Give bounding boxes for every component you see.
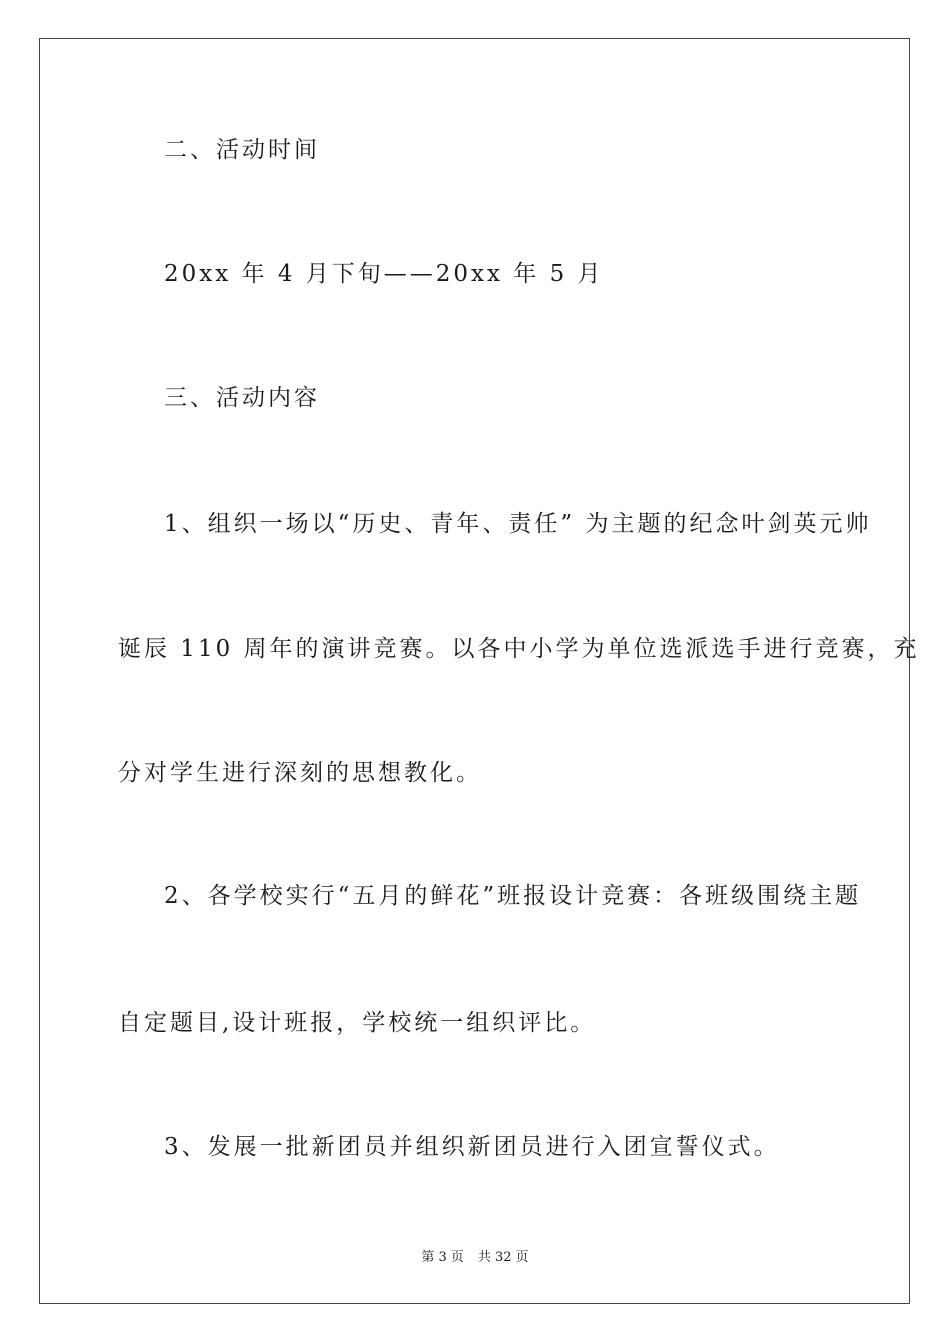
item-1-line-1: 1、组织一场以“历史、青年、责任” 为主题的纪念叶剑英元帅 (164, 511, 872, 537)
time-range-text: 20xx 年 4 月下旬——20xx 年 5 月 (164, 261, 604, 287)
item-2-line-1: 2、各学校实行“五月的鲜花”班报设计竞赛：各班级围绕主题 (164, 883, 862, 909)
item-3-line-1: 3、发展一批新团员并组织新团员进行入团宣誓仪式。 (164, 1134, 780, 1160)
section-heading-time: 二、活动时间 (164, 137, 320, 163)
item-1-line-3: 分对学生进行深刻的思想教化。 (118, 760, 482, 786)
page-footer (0, 1246, 950, 1265)
item-2-line-2: 自定题目,设计班报，学校统一组织评比。 (118, 1010, 597, 1036)
current-page-number: 第 3 页 (421, 1250, 464, 1265)
item-1-line-2: 诞辰 110 周年的演讲竞赛。以各中小学为单位选派选手进行竞赛，充 (118, 636, 920, 662)
section-heading-content: 三、活动内容 (164, 385, 320, 411)
page-frame (39, 38, 910, 1304)
total-pages: 共 32 页 (477, 1250, 529, 1265)
